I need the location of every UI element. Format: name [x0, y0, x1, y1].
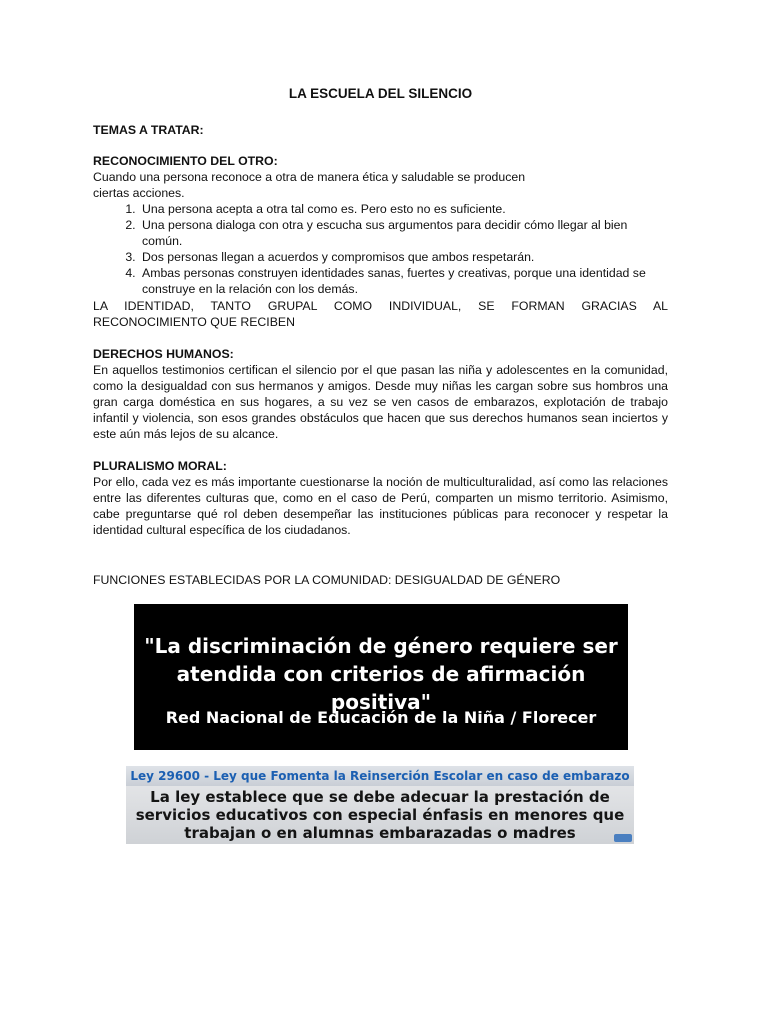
law-text-line1: La ley establece que se debe adecuar la prestación de	[150, 788, 610, 806]
recognition-section	[93, 153, 668, 297]
list-item: 3. Dos personas llegan a acuerdos y compromisos que ambos respetarán.	[139, 249, 668, 265]
quote-text	[134, 632, 628, 716]
moral-pluralism-section	[93, 458, 668, 538]
recognition-intro-line1: Cuando una persona reconoce a otra de manera ética y saludable se producen	[93, 170, 526, 184]
topics-section	[93, 122, 668, 138]
identity-line1: LA IDENTIDAD, TANTO GRUPAL COMO INDIVIDUAL, SE FORMAN GRACIAS AL	[93, 299, 668, 313]
moral-pluralism-heading: PLURALISMO MORAL:	[93, 459, 227, 473]
quote-line2: atendida con criterios de afirmación positiva"	[176, 662, 586, 714]
recognition-intro-line2: ciertas acciones.	[93, 186, 185, 200]
law-text-line2: servicios educativos con especial énfasis en menores que	[135, 806, 625, 824]
quote-line1: "La discriminación de género requiere ser	[144, 634, 618, 658]
human-rights-text: En aquellos testimonios certifican el silencio por el que pasan las niña y adolescentes en la comunidad, como la desigualdad con sus hermanos y amigos. Desde muy niñas les cargan sobre sus hombros una gran carga doméstica en sus hogares, a su vez se ven casos de embarazos, explotación de trabajo infantil y violencia, son esos grandes obstáculos que hacen que sus derechos humanos sean inciertos y este aún más lejos de su alcance.	[93, 363, 668, 441]
community-functions-heading: FUNCIONES ESTABLECIDAS POR LA COMUNIDAD: DESIGUALDAD DE GÉNERO	[93, 573, 561, 587]
channel-logo-icon	[614, 834, 632, 842]
gender-quote-banner	[134, 604, 628, 750]
community-functions	[93, 572, 668, 588]
law-banner	[126, 766, 634, 844]
recognition-heading: RECONOCIMIENTO DEL OTRO:	[93, 154, 278, 168]
law-text	[126, 788, 634, 842]
recognition-list	[93, 201, 668, 297]
moral-pluralism-text: Por ello, cada vez es más importante cuestionarse la noción de multiculturalidad, así como las relaciones entre las diferentes culturas que, como en el caso de Perú, comparten un mismo territorio. Asimismo, cabe preguntarse qué rol deben desempeñar las instituciones públicas para reconocer y respetar la identidad cultural específica de los ciudadanos.	[93, 475, 668, 537]
document-title: LA ESCUELA DEL SILENCIO	[288, 86, 473, 101]
human-rights-section	[93, 346, 668, 442]
identity-statement	[93, 298, 668, 330]
list-item: 1. Una persona acepta a otra tal como es. Pero esto no es suficiente.	[139, 201, 668, 217]
topics-heading: TEMAS A TRATAR:	[93, 123, 204, 137]
law-title: Ley 29600 - Ley que Fomenta la Reinserción Escolar en caso de embarazo	[126, 766, 634, 786]
list-item: 4. Ambas personas construyen identidades sanas, fuertes y creativas, porque una identidad se construye en la relación con los demás.	[139, 265, 668, 297]
quote-source: Red Nacional de Educación de la Niña / Florecer	[165, 708, 597, 727]
human-rights-heading: DERECHOS HUMANOS:	[93, 347, 234, 361]
list-item: 2. Una persona dialoga con otra y escucha sus argumentos para decidir cómo llegar al bien común.	[139, 217, 668, 249]
identity-line2: RECONOCIMIENTO QUE RECIBEN	[93, 315, 296, 329]
law-text-line3: trabajan o en alumnas embarazadas o madres	[184, 824, 576, 842]
